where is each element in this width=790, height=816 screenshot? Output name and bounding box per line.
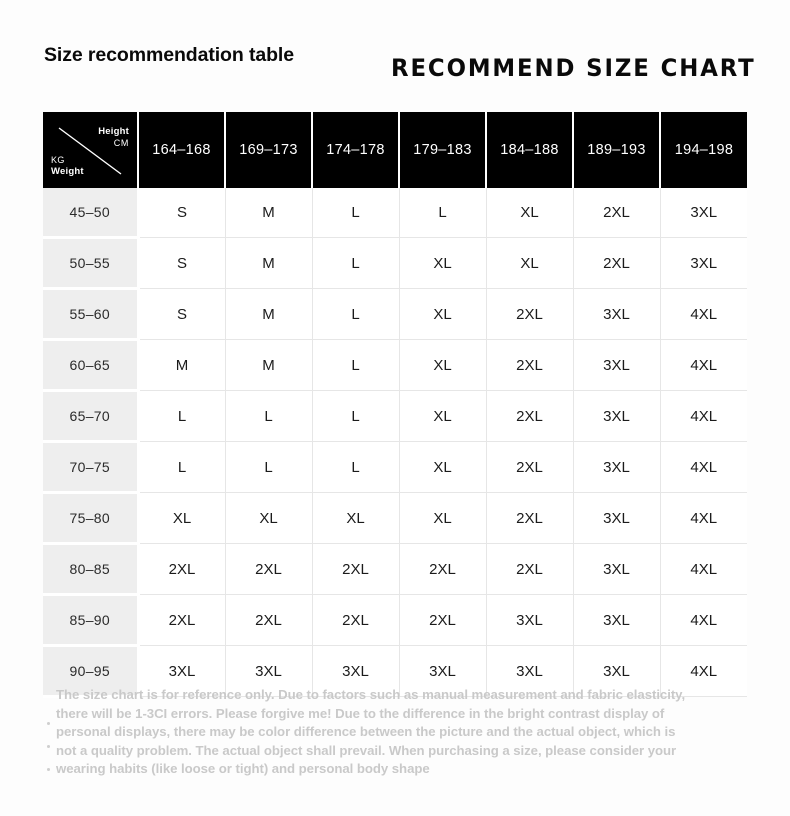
size-cell: 2XL bbox=[486, 442, 573, 493]
table-row bbox=[43, 188, 747, 238]
weight-axis-label-text: Weight bbox=[51, 165, 84, 177]
table-row bbox=[43, 493, 747, 544]
table-body bbox=[43, 188, 747, 697]
size-cell: 4XL bbox=[660, 289, 747, 340]
size-cell: S bbox=[138, 289, 225, 340]
size-cell: XL bbox=[399, 391, 486, 442]
row-label-weight: 70–75 bbox=[43, 442, 138, 493]
bullet-dot-icon bbox=[47, 768, 50, 771]
size-cell: 2XL bbox=[312, 595, 399, 646]
size-cell: L bbox=[312, 188, 399, 238]
row-label-weight: 65–70 bbox=[43, 391, 138, 442]
size-cell: L bbox=[312, 289, 399, 340]
table-header bbox=[43, 112, 747, 188]
size-cell: L bbox=[399, 188, 486, 238]
bullet-dot-icon bbox=[47, 745, 50, 748]
row-label-weight: 45–50 bbox=[43, 188, 138, 238]
size-cell: 2XL bbox=[486, 391, 573, 442]
height-axis-unit: CM bbox=[113, 137, 129, 148]
size-cell: XL bbox=[225, 493, 312, 544]
row-label-weight: 85–90 bbox=[43, 595, 138, 646]
column-header: 179–183 bbox=[399, 112, 486, 188]
size-cell: 2XL bbox=[138, 595, 225, 646]
column-header: 184–188 bbox=[486, 112, 573, 188]
size-cell: 2XL bbox=[399, 544, 486, 595]
size-cell: 2XL bbox=[399, 595, 486, 646]
size-cell: L bbox=[138, 442, 225, 493]
size-cell: L bbox=[312, 238, 399, 289]
size-cell: 2XL bbox=[225, 544, 312, 595]
size-cell: XL bbox=[399, 238, 486, 289]
height-axis-label-text: Height bbox=[98, 126, 129, 137]
axis-corner-cell bbox=[43, 112, 138, 188]
size-cell: 2XL bbox=[486, 493, 573, 544]
size-cell: XL bbox=[399, 493, 486, 544]
size-cell: 3XL bbox=[312, 646, 399, 697]
size-cell: 3XL bbox=[573, 391, 660, 442]
table-row bbox=[43, 391, 747, 442]
size-cell: 4XL bbox=[660, 442, 747, 493]
table-row bbox=[43, 238, 747, 289]
size-cell: 3XL bbox=[486, 646, 573, 697]
table-header-row bbox=[43, 112, 747, 188]
size-cell: 3XL bbox=[660, 188, 747, 238]
size-cell: 4XL bbox=[660, 340, 747, 391]
row-label-weight: 75–80 bbox=[43, 493, 138, 544]
size-cell: L bbox=[138, 391, 225, 442]
size-cell: 3XL bbox=[573, 544, 660, 595]
size-cell: 2XL bbox=[225, 595, 312, 646]
page-title-right: RECOMMEND SIZE CHART bbox=[391, 54, 756, 82]
size-cell: 4XL bbox=[660, 595, 747, 646]
page-title-left: Size recommendation table bbox=[44, 44, 294, 66]
size-cell: L bbox=[312, 442, 399, 493]
size-cell: M bbox=[225, 238, 312, 289]
column-header: 194–198 bbox=[660, 112, 747, 188]
height-axis-label bbox=[98, 126, 129, 149]
size-cell: XL bbox=[399, 340, 486, 391]
size-cell: XL bbox=[138, 493, 225, 544]
size-cell: XL bbox=[399, 442, 486, 493]
size-cell: XL bbox=[312, 493, 399, 544]
size-cell: M bbox=[225, 188, 312, 238]
title-bar bbox=[0, 0, 790, 110]
size-cell: L bbox=[225, 391, 312, 442]
size-cell: S bbox=[138, 238, 225, 289]
size-cell: M bbox=[225, 289, 312, 340]
row-label-weight: 60–65 bbox=[43, 340, 138, 391]
size-cell: 3XL bbox=[660, 238, 747, 289]
size-cell: S bbox=[138, 188, 225, 238]
size-cell: 3XL bbox=[573, 289, 660, 340]
size-cell: L bbox=[225, 442, 312, 493]
size-recommendation-table bbox=[43, 112, 747, 698]
size-cell: 3XL bbox=[138, 646, 225, 697]
size-cell: M bbox=[138, 340, 225, 391]
row-label-weight: 55–60 bbox=[43, 289, 138, 340]
column-header: 169–173 bbox=[225, 112, 312, 188]
size-cell: 2XL bbox=[312, 544, 399, 595]
size-cell: 3XL bbox=[399, 646, 486, 697]
size-cell: 2XL bbox=[486, 340, 573, 391]
size-cell: 2XL bbox=[573, 238, 660, 289]
table-row bbox=[43, 442, 747, 493]
size-cell: XL bbox=[399, 289, 486, 340]
disclaimer-text: The size chart is for reference only. Due to factors such as manual measurement and fabric elasticity, there will be 1-3CI errors. Please forgive me! Due to the difference in the bright contrast display of personal displays, there may be color difference between the picture and the actual object, which is not a quality problem. The actual object shall prevail. When purchasing a size, please consider your wearing habits (like loose or tight) and personal body shape bbox=[56, 687, 686, 777]
size-cell: L bbox=[312, 340, 399, 391]
weight-axis-label bbox=[51, 155, 84, 177]
weight-axis-unit: KG bbox=[51, 154, 65, 165]
size-cell: 3XL bbox=[573, 646, 660, 697]
table-row bbox=[43, 340, 747, 391]
size-cell: XL bbox=[486, 238, 573, 289]
table-row bbox=[43, 595, 747, 646]
size-cell: 4XL bbox=[660, 646, 747, 697]
row-label-weight: 80–85 bbox=[43, 544, 138, 595]
size-cell: 2XL bbox=[486, 544, 573, 595]
size-cell: 3XL bbox=[486, 595, 573, 646]
size-cell: 3XL bbox=[573, 493, 660, 544]
row-label-weight: 90–95 bbox=[43, 646, 138, 697]
size-cell: 3XL bbox=[573, 340, 660, 391]
table-row bbox=[43, 544, 747, 595]
table-row bbox=[43, 289, 747, 340]
column-header: 174–178 bbox=[312, 112, 399, 188]
size-cell: 2XL bbox=[486, 289, 573, 340]
column-header: 189–193 bbox=[573, 112, 660, 188]
size-cell: 4XL bbox=[660, 391, 747, 442]
size-cell: XL bbox=[486, 188, 573, 238]
size-cell: M bbox=[225, 340, 312, 391]
size-cell: L bbox=[312, 391, 399, 442]
size-cell: 3XL bbox=[573, 595, 660, 646]
size-cell: 4XL bbox=[660, 493, 747, 544]
size-cell: 2XL bbox=[138, 544, 225, 595]
size-cell: 4XL bbox=[660, 544, 747, 595]
size-cell: 2XL bbox=[573, 188, 660, 238]
row-label-weight: 50–55 bbox=[43, 238, 138, 289]
size-cell: 3XL bbox=[225, 646, 312, 697]
size-cell: 3XL bbox=[573, 442, 660, 493]
column-header: 164–168 bbox=[138, 112, 225, 188]
bullet-dot-icon bbox=[47, 722, 50, 725]
